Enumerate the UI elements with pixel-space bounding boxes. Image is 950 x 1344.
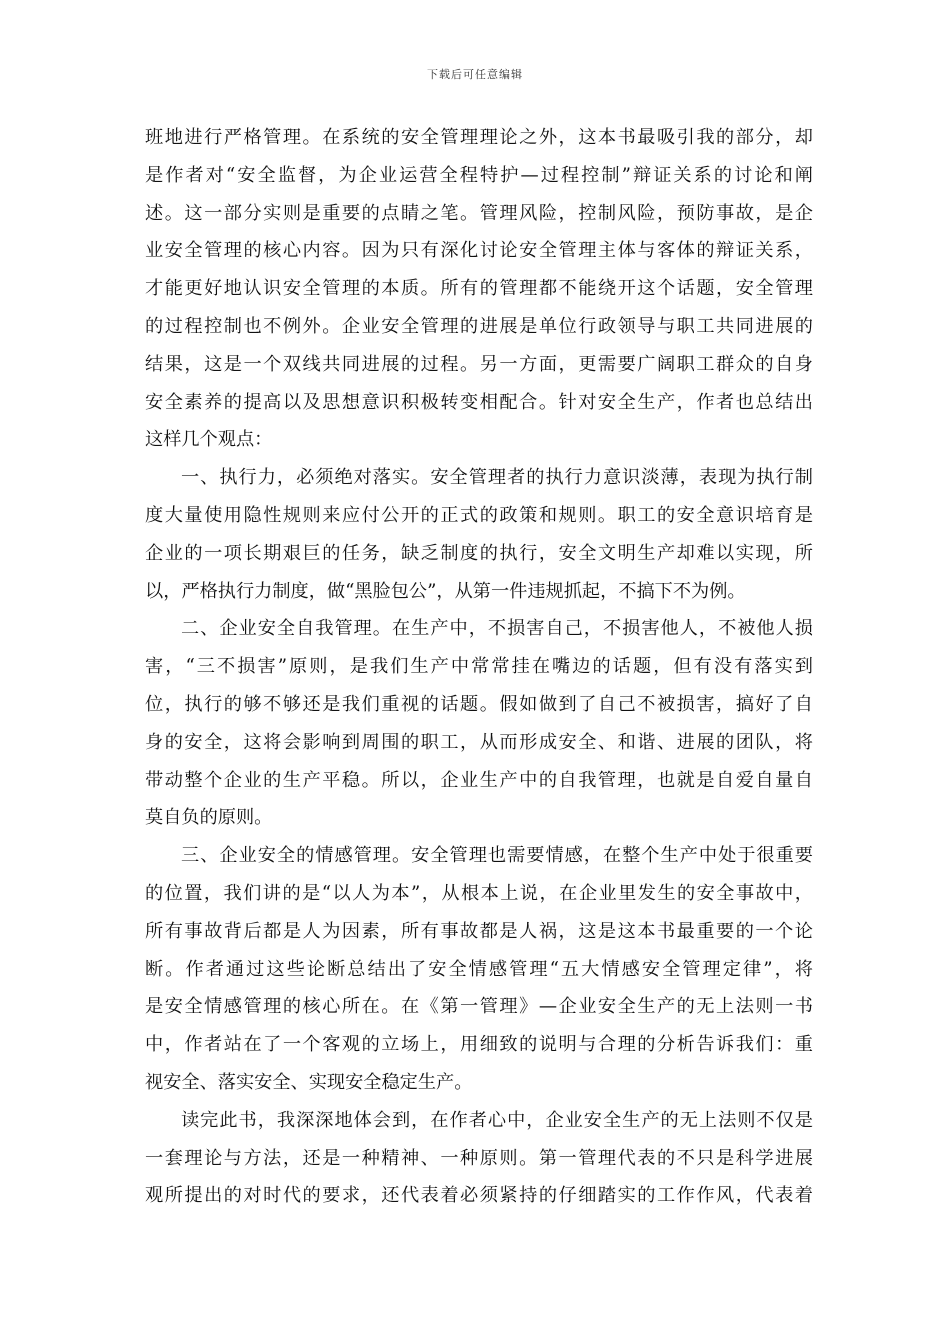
text-line: 一套理论与方法，还是一种精神、一种原则。第一管理代表的不只是科学进展: [145, 1147, 813, 1169]
text-line: 读完此书，我深深地体会到，在作者心中，企业安全生产的无上法则不仅是: [181, 1109, 813, 1131]
text-line: 二、企业安全自我管理。在生产中，不损害自己，不损害他人，不被他人损: [181, 618, 813, 640]
text-line: 述。这一部分实则是重要的点睛之笔。管理风险，控制风险，预防事故，是企: [145, 202, 813, 224]
text-line: 班地进行严格管理。在系统的安全管理理论之外，这本书最吸引我的部分，却: [145, 127, 813, 148]
text-line: 带动整个企业的生产平稳。所以，企业生产中的自我管理，也就是自爱自量自: [145, 769, 813, 791]
text-line: 的位置，我们讲的是“以人为本”，从根本上说，在企业里发生的安全事故中，: [145, 882, 813, 904]
text-line: 莫自负的原则。: [145, 807, 273, 829]
text-line: 是作者对“安全监督，为企业运营全程特护—过程控制”辩证关系的讨论和阐: [145, 164, 813, 186]
text-line: 身的安全，这将会影响到周围的职工，从而形成安全、和谐、进展的团队，将: [145, 731, 813, 753]
text-line: 度大量使用隐性规则来应付公开的正式的政策和规则。职工的安全意识培育是: [145, 504, 813, 526]
text-line: 害，“三不损害”原则，是我们生产中常常挂在嘴边的话题，但有没有落实到: [145, 656, 813, 678]
text-line: 才能更好地认识安全管理的本质。所有的管理都不能绕开这个话题，安全管理: [145, 278, 813, 300]
text-line: 观所提出的对时代的要求，还代表着必须紧持的仔细踏实的工作作风，代表着: [145, 1185, 813, 1207]
text-line: 视安全、落实安全、实现安全稳定生产。: [145, 1071, 473, 1093]
text-line: 是安全情感管理的核心所在。在《第一管理》—企业安全生产的无上法则一书: [145, 996, 813, 1018]
text-line: 断。作者通过这些论断总结出了安全情感管理“五大情感安全管理定律”，将: [145, 958, 813, 980]
text-line: 以，严格执行力制度，做“黑脸包公”，从第一件违规抓起，不搞下不为例。: [145, 580, 746, 602]
text-line: 一、执行力，必须绝对落实。安全管理者的执行力意识淡薄，表现为执行制: [181, 467, 813, 489]
page-header: 下载后可任意编辑: [427, 68, 523, 81]
text-line: 所有事故背后都是人为因素，所有事故都是人祸，这是这本书最重要的一个论: [145, 920, 813, 942]
text-line: 业安全管理的核心内容。因为只有深化讨论安全管理主体与客体的辩证关系，: [145, 240, 813, 262]
text-line: 中，作者站在了一个客观的立场上，用细致的说明与合理的分析告诉我们：重: [145, 1034, 813, 1056]
document-body: [145, 119, 813, 1215]
text-line: 这样几个观点：: [145, 429, 273, 451]
text-line: 三、企业安全的情感管理。安全管理也需要情感，在整个生产中处于很重要: [181, 845, 813, 867]
text-line: 企业的一项长期艰巨的任务，缺乏制度的执行，安全文明生产却难以实现，所: [145, 542, 813, 564]
text-line: 位，执行的够不够还是我们重视的话题。假如做到了自己不被损害，搞好了自: [145, 693, 813, 715]
text-line: 安全素养的提高以及思想意识积极转变相配合。针对安全生产，作者也总结出: [145, 391, 813, 413]
text-line: 的过程控制也不例外。企业安全管理的进展是单位行政领导与职工共同进展的: [145, 315, 813, 337]
text-line: 结果，这是一个双线共同进展的过程。另一方面，更需要广阔职工群众的自身: [145, 353, 813, 375]
